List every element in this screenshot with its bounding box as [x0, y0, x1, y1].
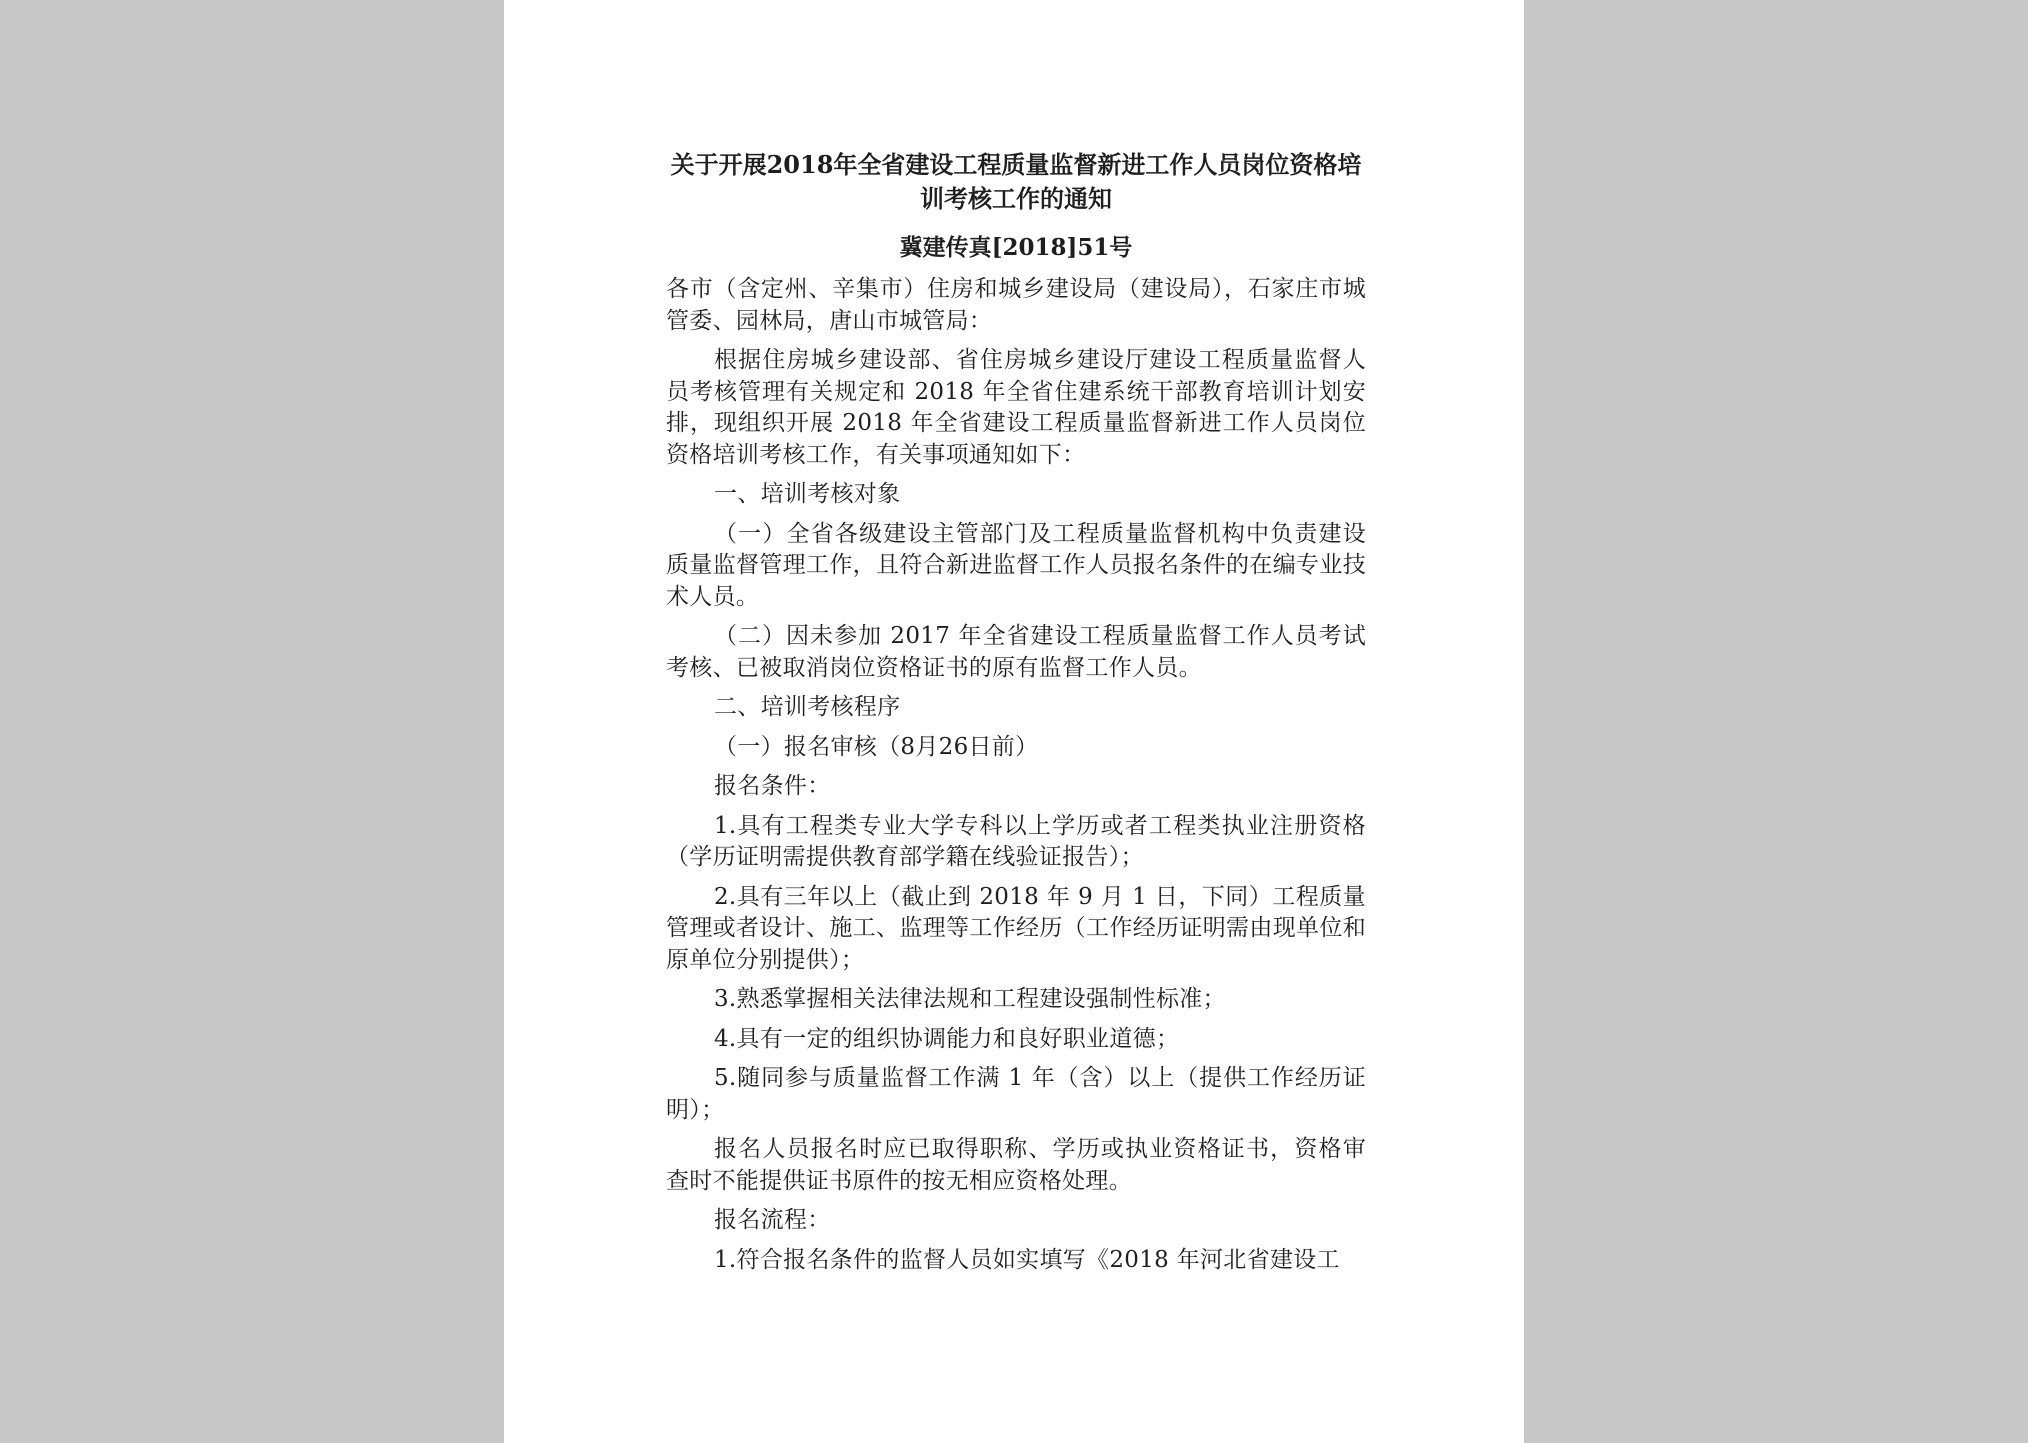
list-item: 1.具有工程类专业大学专科以上学历或者工程类执业注册资格（学历证明需提供教育部学籍在线验证报告）；	[666, 812, 1366, 870]
list-item: 1.符合报名条件的监督人员如实填写《2018 年河北省建设工	[714, 1246, 1340, 1273]
body-paragraph: 报名条件：	[714, 773, 831, 799]
list-item: 4.具有一定的组织协调能力和良好职业道德；	[714, 1025, 1180, 1052]
intro-paragraph: 根据住房城乡建设部、省住房城乡建设厅建设工程质量监督人员考核管理有关规定和 2018 年全省住建系统干部教育培训计划安排，现组织开展 2018 年全省建设工程质量监督新进工作人员岗位资格培训考核工作，有关事项通知如下：	[666, 347, 1366, 468]
title-line-1: 关于开展2018年全省建设工程质量监督新进工作人员岗位资格培	[670, 150, 1362, 179]
section-heading: 一、培训考核对象	[714, 481, 901, 507]
body-paragraph: 报名流程：	[714, 1207, 831, 1233]
section-heading: 二、培训考核程序	[714, 694, 901, 720]
document-content	[666, 148, 1366, 1284]
document-number: 冀建传真[2018]51号	[899, 234, 1133, 261]
document-title	[666, 148, 1366, 216]
body-paragraph: 报名人员报名时应已取得职称、学历或执业资格证书，资格审查时不能提供证书原件的按无相应资格处理。	[666, 1136, 1366, 1194]
body-paragraph: （二）因未参加 2017 年全省建设工程质量监督工作人员考试考核、已被取消岗位资格证书的原有监督工作人员。	[666, 623, 1366, 681]
document-page	[504, 0, 1524, 1443]
list-item: 5.随同参与质量监督工作满 1 年（含）以上（提供工作经历证明）；	[666, 1065, 1366, 1123]
body-paragraph: （一）全省各级建设主管部门及工程质量监督机构中负责建设质量监督管理工作，且符合新进监督工作人员报名条件的在编专业技术人员。	[666, 520, 1366, 610]
title-line-2: 训考核工作的通知	[920, 184, 1112, 213]
subsection-heading: （一）报名审核（8月26日前）	[714, 733, 1039, 760]
addressee-paragraph: 各市（含定州、辛集市）住房和城乡建设局（建设局），石家庄市城管委、园林局，唐山市城管局：	[666, 276, 1366, 334]
list-item: 2.具有三年以上（截止到 2018 年 9 月 1 日，下同）工程质量管理或者设计、施工、监理等工作经历（工作经历证明需由现单位和原单位分别提供）；	[666, 883, 1366, 973]
list-item: 3.熟悉掌握相关法律法规和工程建设强制性标准；	[714, 986, 1226, 1012]
